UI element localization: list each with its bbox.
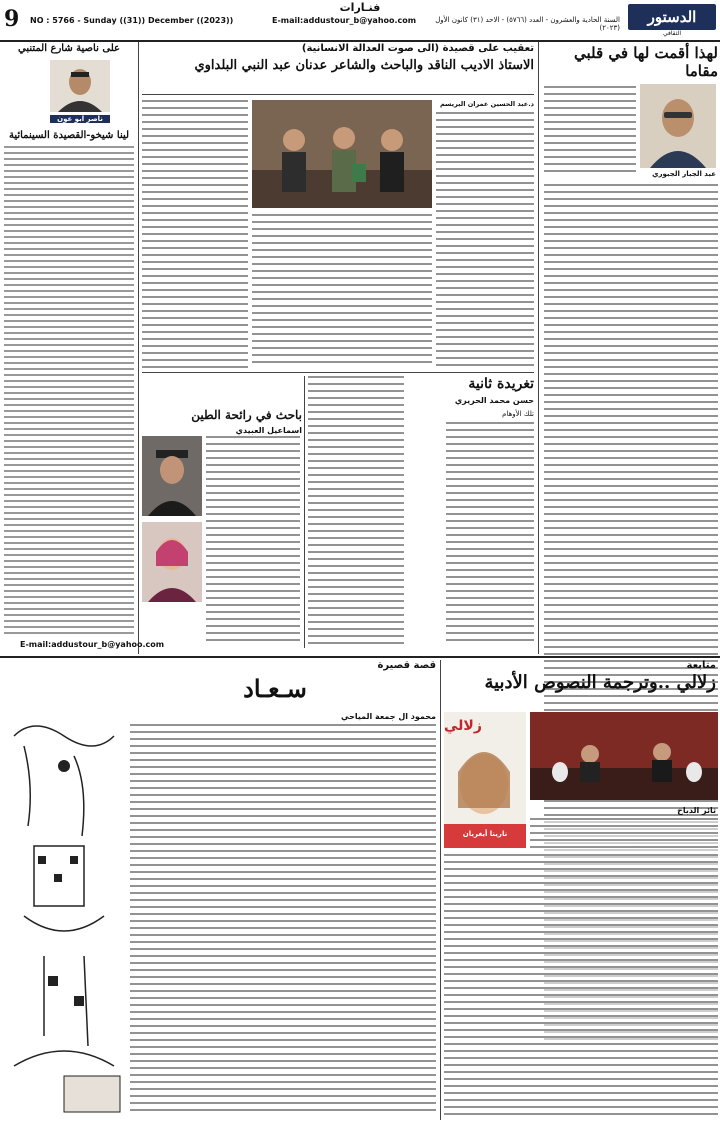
researcher-text xyxy=(206,436,300,642)
poem-title: لهذا أقمت لها في قلبي مقاما xyxy=(573,44,718,80)
people-photo-icon xyxy=(252,100,432,208)
story-kicker: قصة قصيرة xyxy=(377,660,436,671)
article-byline: د.عبد الحسين عمران البريسم xyxy=(439,100,534,108)
book-title: زلالي xyxy=(444,718,482,734)
column-rule xyxy=(138,42,139,654)
story-illustration xyxy=(4,706,126,1118)
divider xyxy=(0,656,720,658)
article-kicker: تعقيب على قصيدة (الى صوت العدالة الانسانية) xyxy=(301,43,534,54)
page-number: 9 xyxy=(4,6,20,32)
followup-text xyxy=(530,818,718,852)
followup-kicker: متابعة xyxy=(686,660,716,671)
article-title: الاستاذ الاديب الناقد والباحث والشاعر عدنان عبد النبي البلداوي xyxy=(194,58,534,73)
issue-info-en: NO : 5766 - Sunday ((31)) December ((2023)) xyxy=(30,16,234,25)
tweet-title: تغريدة ثانية xyxy=(468,376,534,392)
newspaper-logo: الدستور xyxy=(628,4,716,30)
column-header: على ناصية شارع المتنبي xyxy=(18,43,120,54)
researcher-photo-2 xyxy=(142,522,202,602)
poem-text xyxy=(544,86,636,176)
poet-photo xyxy=(640,84,716,168)
masthead xyxy=(0,0,720,42)
column-rule xyxy=(440,660,441,1120)
portrait-icon xyxy=(142,436,202,516)
column-footer-email[interactable]: E-mail:addustour_b@yahoo.com xyxy=(20,640,165,649)
event-photo xyxy=(530,712,718,800)
columnist-name: ناصر ابو عون xyxy=(50,115,110,123)
followup-text xyxy=(444,854,718,1116)
tweet-text xyxy=(446,422,534,644)
story-text xyxy=(130,724,436,1116)
book-author: نارينا أيغريان xyxy=(462,830,508,838)
column-title: لينا شيخو-القصيدة السينمائية xyxy=(8,130,130,141)
column-text xyxy=(4,146,134,634)
followup-byline: ثائر الدباخ xyxy=(677,806,716,815)
article-photo xyxy=(252,100,432,208)
tweet-text xyxy=(308,376,404,644)
portrait-icon xyxy=(142,522,202,602)
divider xyxy=(142,372,534,373)
issue-info-ar: السنة الحادية والعشرون - العدد (٥٧٦٦) - الاحد (٣١) كانون الأول (٢٠٢٣) xyxy=(435,16,620,32)
article-text xyxy=(142,100,248,368)
column-rule xyxy=(304,376,305,648)
article-text xyxy=(252,214,432,368)
story-title: سـعـاد xyxy=(243,674,307,703)
tweet-first-line: تلك الأوهام xyxy=(502,410,534,418)
section-name: فنـارات xyxy=(339,1,381,14)
column-rule xyxy=(538,42,539,654)
portrait-icon xyxy=(50,60,110,112)
tweet-byline: حسن محمد الحريري xyxy=(454,396,534,405)
masthead-email[interactable]: E-mail:addustour_b@yahoo.com xyxy=(272,16,417,25)
poet-name: عبد الجبار الجبوري xyxy=(652,170,716,178)
researcher-title: باحث في رائحة الطين xyxy=(191,408,302,422)
sketch-illustration-icon xyxy=(4,706,126,1118)
article-text xyxy=(436,112,534,368)
columnist-photo xyxy=(50,60,110,112)
researcher-photo xyxy=(142,436,202,516)
followup-title: زلالي ..وترجمة النصوص الأدبية xyxy=(484,672,716,693)
portrait-icon xyxy=(640,84,716,168)
event-photo-icon xyxy=(530,712,718,800)
logo-subtitle: الثقافي xyxy=(662,30,682,37)
story-byline: محمود ال جمعة المياحي xyxy=(341,712,436,721)
researcher-byline: اسماعيل العبيدي xyxy=(235,426,302,435)
divider xyxy=(142,94,534,95)
